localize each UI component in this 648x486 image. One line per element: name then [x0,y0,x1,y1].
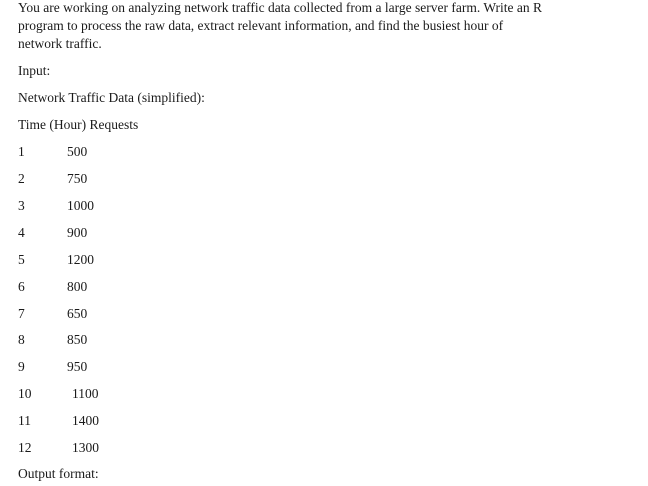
requests-cell: 1000 [67,198,94,213]
input-label: Input: [18,63,51,78]
requests-cell: 750 [67,171,88,186]
hour-cell: 8 [18,332,25,347]
table-row [18,171,218,189]
hour-cell: 2 [18,171,25,186]
requests-cell: 1100 [72,386,99,401]
hour-cell: 9 [18,359,25,374]
data-title: Network Traffic Data (simplified): [18,90,205,105]
table-row [18,413,218,431]
requests-cell: 650 [67,306,88,321]
table-row [18,306,218,324]
output-label: Output format: [18,466,99,481]
table-row [18,440,218,458]
requests-cell: 900 [67,225,88,240]
hour-cell: 6 [18,279,25,294]
intro-line-1: You are working on analyzing network traffic data collected from a large server farm. Write an R [18,0,543,15]
table-row [18,279,218,297]
table-row [18,198,218,216]
requests-cell: 1200 [67,252,94,267]
requests-cell: 500 [67,144,88,159]
requests-cell: 950 [67,359,88,374]
hour-cell: 5 [18,252,25,267]
table-header: Time (Hour) Requests [18,117,139,132]
hour-cell: 1 [18,144,25,159]
hour-cell: 10 [18,386,32,401]
hour-cell: 11 [18,413,31,428]
intro-line-3: network traffic. [18,36,102,51]
table-row [18,225,218,243]
table-row [18,386,218,404]
table-row [18,332,218,350]
intro-line-2: program to process the raw data, extract relevant information, and find the busiest hour of [18,18,504,33]
requests-cell: 800 [67,279,88,294]
hour-cell: 7 [18,306,25,321]
table-row [18,359,218,377]
table-row [18,252,218,270]
hour-cell: 3 [18,198,25,213]
requests-cell: 1300 [72,440,99,455]
requests-cell: 850 [67,332,88,347]
table-row [18,144,218,162]
requests-cell: 1400 [72,413,99,428]
hour-cell: 12 [18,440,32,455]
hour-cell: 4 [18,225,25,240]
